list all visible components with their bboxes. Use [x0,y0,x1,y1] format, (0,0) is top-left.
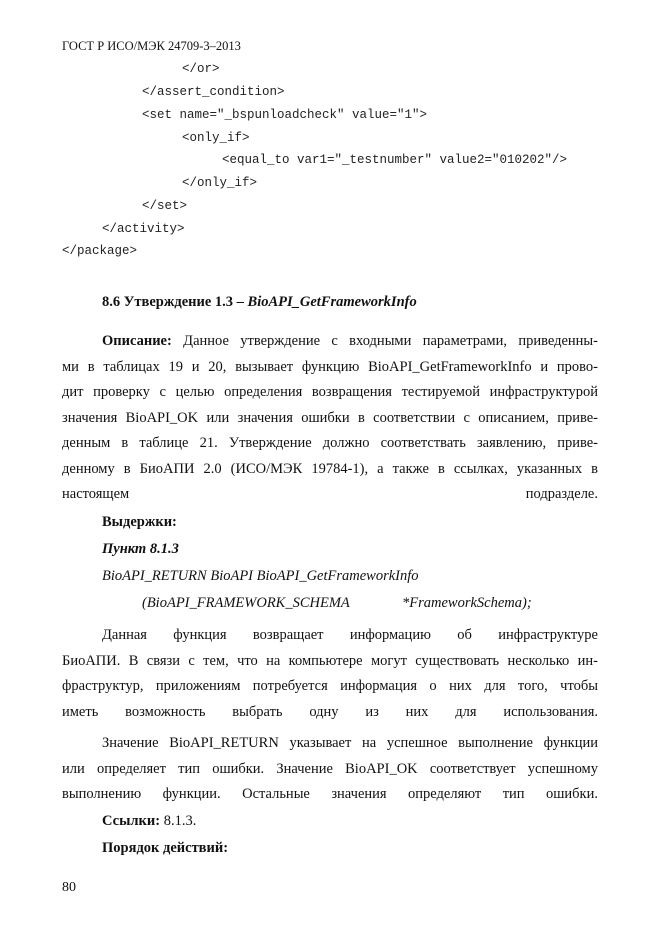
references-value: 8.1.3. [160,813,197,829]
code-line: </package> [62,244,138,258]
function-line: фраструктур, приложениям потребуется информация о них для того, чтобы [62,678,598,694]
description-label: Описание: [102,333,172,349]
section-title [102,294,417,311]
description-line: Данное утверждение с входными параметрами, приведенны- [171,333,598,349]
function-signature-params-name: *FrameworkSchema); [402,595,532,611]
code-line: </set> [142,199,188,213]
description-line: дит проверку с целью определения возвращения тестируемой инфраструктурой [62,384,598,400]
section-number-title: 8.6 Утверждение 1.3 – [102,294,248,310]
function-line: Данная функция возвращает информацию об инфраструктуре [102,627,598,643]
code-line: </only_if> [182,176,258,190]
code-line: </assert_condition> [142,85,285,99]
return-line: или определяет тип ошибки. Значение BioAPI_OK соответствует успешному [62,760,598,777]
description-line: настоящем подразделе. [62,486,598,502]
description-line: значения BioAPI_OK или значения ошибки в соответствии с описанием, приве- [62,409,598,426]
document-header: ГОСТ Р ИСО/МЭК 24709-3–2013 [62,39,241,53]
function-paragraph [62,623,598,725]
clause-label: Пункт 8.1.3 [102,541,179,557]
code-line: </or> [182,62,220,76]
page-number: 80 [62,880,76,895]
code-line: <set name="_bspunloadcheck" value="1"> [142,108,428,122]
references-label: Ссылки: [102,813,161,829]
code-line: </activity> [102,222,185,236]
section-function-name: BioAPI_GetFrameworkInfo [247,294,417,310]
return-line: выполнению функции. Остальные значения определяют тип ошибки. [62,786,598,802]
function-line: иметь возможность выбрать одну из них для использования. [62,703,598,720]
description-line: денному в БиоАПИ 2.0 (ИСО/МЭК 19784-1), а также в ссылках, указанных в [62,460,598,477]
return-line: Значение BioAPI_RETURN указывает на успешное выполнение функции [102,735,598,751]
return-paragraph [62,731,598,808]
function-line: БиоАПИ. В связи с тем, что на компьютере могут существовать несколько ин- [62,652,598,669]
extracts-label: Выдержки: [102,514,177,530]
procedure-label: Порядок действий: [102,840,229,856]
function-signature-line1: BioAPI_RETURN BioAPI BioAPI_GetFrameworkInfo [102,568,419,584]
description-line: ми в таблицах 19 и 20, вызывает функцию BioAPI_GetFrameworkInfo и прово- [62,358,598,375]
references [102,813,196,830]
description-line: денным в таблице 21. Утверждение должно соответствать заявлению, приве- [62,435,598,451]
code-line: <only_if> [182,131,250,145]
function-signature-params: (BioAPI_FRAMEWORK_SCHEMA [142,595,350,611]
description-paragraph [62,329,598,508]
code-line: <equal_to var1="_testnumber" value2="010202"/> [222,153,568,167]
